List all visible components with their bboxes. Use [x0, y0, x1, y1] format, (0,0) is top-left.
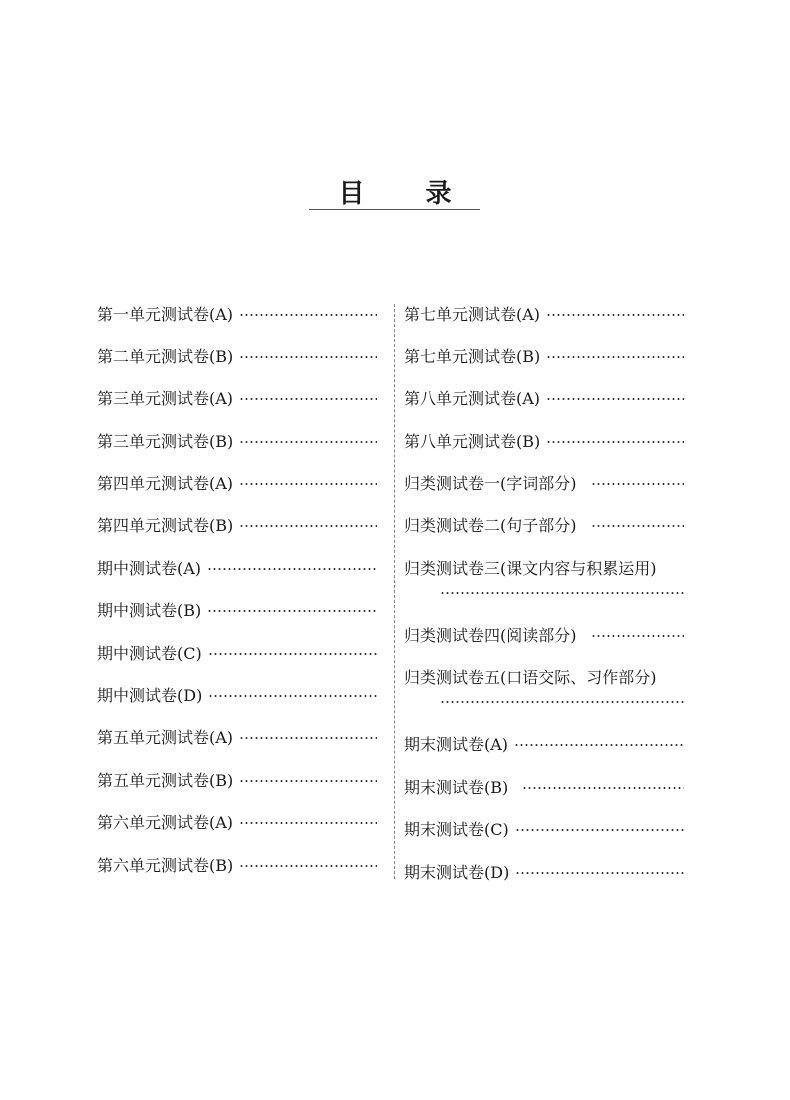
toc-entry-label: 归类测试卷三(课文内容与积累运用) — [404, 559, 657, 578]
leader-dots — [207, 568, 377, 570]
toc-entry[interactable] — [404, 432, 684, 452]
leader-dots — [239, 822, 377, 824]
toc-entry-label: 第五单元测试卷(B) — [97, 771, 234, 790]
page-title: 目 录 — [338, 179, 478, 209]
leader-dots — [239, 441, 377, 443]
toc-entry-label: 期中测试卷(A) — [97, 559, 202, 578]
leader-dots — [440, 592, 684, 594]
toc-entry-label: 归类测试卷五(口语交际、习作部分) — [404, 668, 657, 687]
toc-entry[interactable] — [404, 347, 684, 367]
toc-entry-label: 第七单元测试卷(A) — [404, 305, 541, 324]
toc-entry-label: 期末测试卷(B) — [404, 778, 509, 797]
toc-entry-label: 第一单元测试卷(A) — [97, 305, 234, 324]
toc-entry[interactable] — [404, 626, 684, 646]
toc-entry[interactable] — [404, 778, 684, 798]
toc-entry[interactable] — [97, 686, 377, 706]
leader-dots — [522, 787, 684, 789]
toc-entry[interactable] — [97, 432, 377, 452]
leader-dots — [515, 872, 684, 874]
toc-entry[interactable] — [404, 559, 689, 579]
toc-entry-label: 第七单元测试卷(B) — [404, 347, 541, 366]
toc-entry[interactable] — [404, 820, 684, 840]
leader-dots — [546, 441, 684, 443]
leader-dots — [591, 525, 685, 527]
toc-entry-label: 第六单元测试卷(A) — [97, 813, 234, 832]
toc-entry[interactable] — [97, 474, 377, 494]
leader-dots — [239, 398, 377, 400]
toc-entry[interactable] — [404, 735, 684, 755]
toc-entry[interactable] — [97, 644, 377, 664]
toc-entry[interactable] — [97, 601, 377, 621]
toc-entry[interactable] — [97, 813, 377, 833]
toc-entry-label: 期中测试卷(C) — [97, 644, 202, 663]
toc-entry[interactable] — [404, 474, 684, 494]
toc-entry[interactable] — [404, 389, 684, 409]
toc-entry-label: 期中测试卷(D) — [97, 686, 203, 705]
title-underline — [309, 209, 480, 210]
toc-entry[interactable] — [97, 389, 377, 409]
leader-dots — [591, 483, 685, 485]
toc-entry-label: 第五单元测试卷(A) — [97, 728, 234, 747]
toc-entry-label: 第二单元测试卷(B) — [97, 347, 234, 366]
toc-entry-label: 第四单元测试卷(B) — [97, 516, 234, 535]
toc-entry-label: 期末测试卷(D) — [404, 863, 510, 882]
leader-dots — [239, 865, 377, 867]
toc-entry[interactable] — [404, 516, 684, 536]
toc-entry[interactable] — [404, 668, 689, 688]
leader-dots — [546, 356, 684, 358]
leader-dots — [208, 695, 377, 697]
toc-entry[interactable] — [404, 863, 684, 883]
toc-entry-label: 归类测试卷一(字词部分) — [404, 474, 577, 493]
leader-dots — [239, 356, 377, 358]
leader-dots — [591, 635, 685, 637]
leader-dots — [514, 744, 684, 746]
leader-dots — [440, 701, 684, 703]
leader-dots — [239, 483, 377, 485]
toc-entry[interactable] — [97, 516, 377, 536]
leader-dots — [546, 398, 684, 400]
toc-entry[interactable] — [404, 305, 684, 325]
toc-entry[interactable] — [97, 347, 377, 367]
toc-entry-label: 第四单元测试卷(A) — [97, 474, 234, 493]
toc-entry[interactable] — [97, 305, 377, 325]
toc-entry-label: 期中测试卷(B) — [97, 601, 202, 620]
toc-entry-label: 归类测试卷四(阅读部分) — [404, 626, 577, 645]
toc-entry[interactable] — [97, 728, 377, 748]
column-divider — [394, 304, 395, 879]
toc-entry-label: 第八单元测试卷(B) — [404, 432, 541, 451]
leader-dots — [515, 829, 684, 831]
leader-dots — [239, 314, 377, 316]
leader-dots — [208, 653, 377, 655]
toc-entry-label: 第六单元测试卷(B) — [97, 856, 234, 875]
leader-dots — [239, 525, 377, 527]
toc-entry[interactable] — [97, 559, 377, 579]
toc-entry[interactable] — [97, 771, 377, 791]
toc-entry-label: 第三单元测试卷(A) — [97, 389, 234, 408]
leader-dots — [546, 314, 684, 316]
toc-entry-label: 第八单元测试卷(A) — [404, 389, 541, 408]
leader-dots — [239, 780, 377, 782]
leader-dots — [239, 737, 377, 739]
leader-dots — [207, 610, 377, 612]
toc-entry-label: 第三单元测试卷(B) — [97, 432, 234, 451]
toc-entry-label: 期末测试卷(C) — [404, 820, 509, 839]
toc-entry-label: 归类测试卷二(句子部分) — [404, 516, 577, 535]
toc-entry-label: 期末测试卷(A) — [404, 735, 509, 754]
toc-entry[interactable] — [97, 856, 377, 876]
